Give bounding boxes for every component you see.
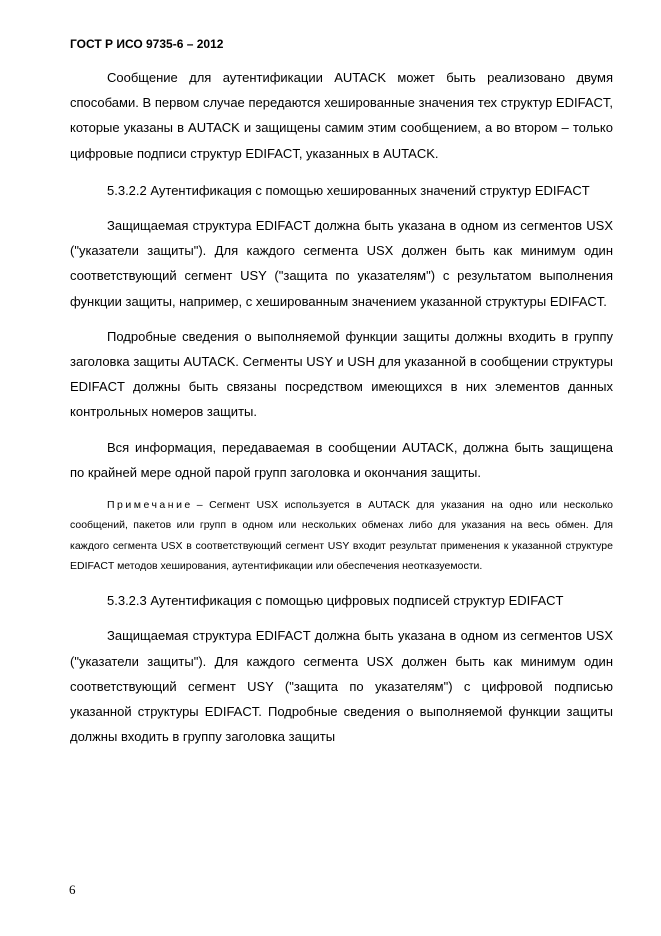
note-label: Примечание — [107, 499, 193, 512]
note-text: – Сегмент USX используется в AUTACK для указания на одно или несколько сообщений, пакетов или групп в одном или нескольких обменах либо для указания на весь обмен. Для каждого сегмента USX в соответствующий сегмент USY входит результат применения к указанной структуре EDIFACT методов хеширования, аутентификации или обеспечения неотказуемости. — [70, 499, 613, 572]
paragraph-security-header: Подробные сведения о выполняемой функции защиты должны входить в группу заголовка защиты AUTACK. Сегменты USY и USH для указанной в сообщении структуры EDIFACT должны быть связаны посредством имеющихся в них элементов данных контрольных номеров защиты. — [70, 328, 613, 420]
document-body — [70, 65, 613, 749]
page-number: 6 — [69, 882, 76, 897]
note-block — [70, 495, 613, 576]
paragraph-usx-usy-signature: Защищаемая структура EDIFACT должна быть указана в одном из сегментов USX ("указатели защиты"). Для каждого сегмента USX должен быть как минимум один соответствующий сегмент USY ("защита по указателям") с цифровой подписью указанной структуры EDIFACT. Подробные сведения о выполняемой функции защиты должны входить в группу заголовка защиты — [70, 628, 613, 745]
paragraph-autack-protection: Вся информация, передаваемая в сообщении AUTACK, должна быть защищена по крайней мере одной парой групп заголовка и окончания защиты. — [70, 439, 613, 480]
paragraph-usx-usy-hash: Защищаемая структура EDIFACT должна быть указана в одном из сегментов USX ("указатели защиты"). Для каждого сегмента USX должен быть как минимум один соответствующий сегмент USY ("защита по указателям") с результатом выполнения функции защиты, например, с хешированным значением указанной структуры EDIFACT. — [70, 218, 613, 309]
section-heading-5-3-2-2: 5.3.2.2 Аутентификация с помощью хешированных значений структур EDIFACT — [107, 182, 590, 198]
document-header: ГОСТ Р ИСО 9735-6 – 2012 — [70, 37, 224, 51]
section-heading-5-3-2-3: 5.3.2.3 Аутентификация с помощью цифровых подписей структур EDIFACT — [107, 593, 564, 609]
paragraph-autack-methods: Сообщение для аутентификации AUTACK может быть реализовано двумя способами. В первом случае передаются хешированные значения тех структур EDIFACT, которые указаны в AUTACK и защищены самим этим сообщением, а во втором – только цифровые подписи структур EDIFACT, указанных в AUTACK. — [70, 70, 613, 161]
